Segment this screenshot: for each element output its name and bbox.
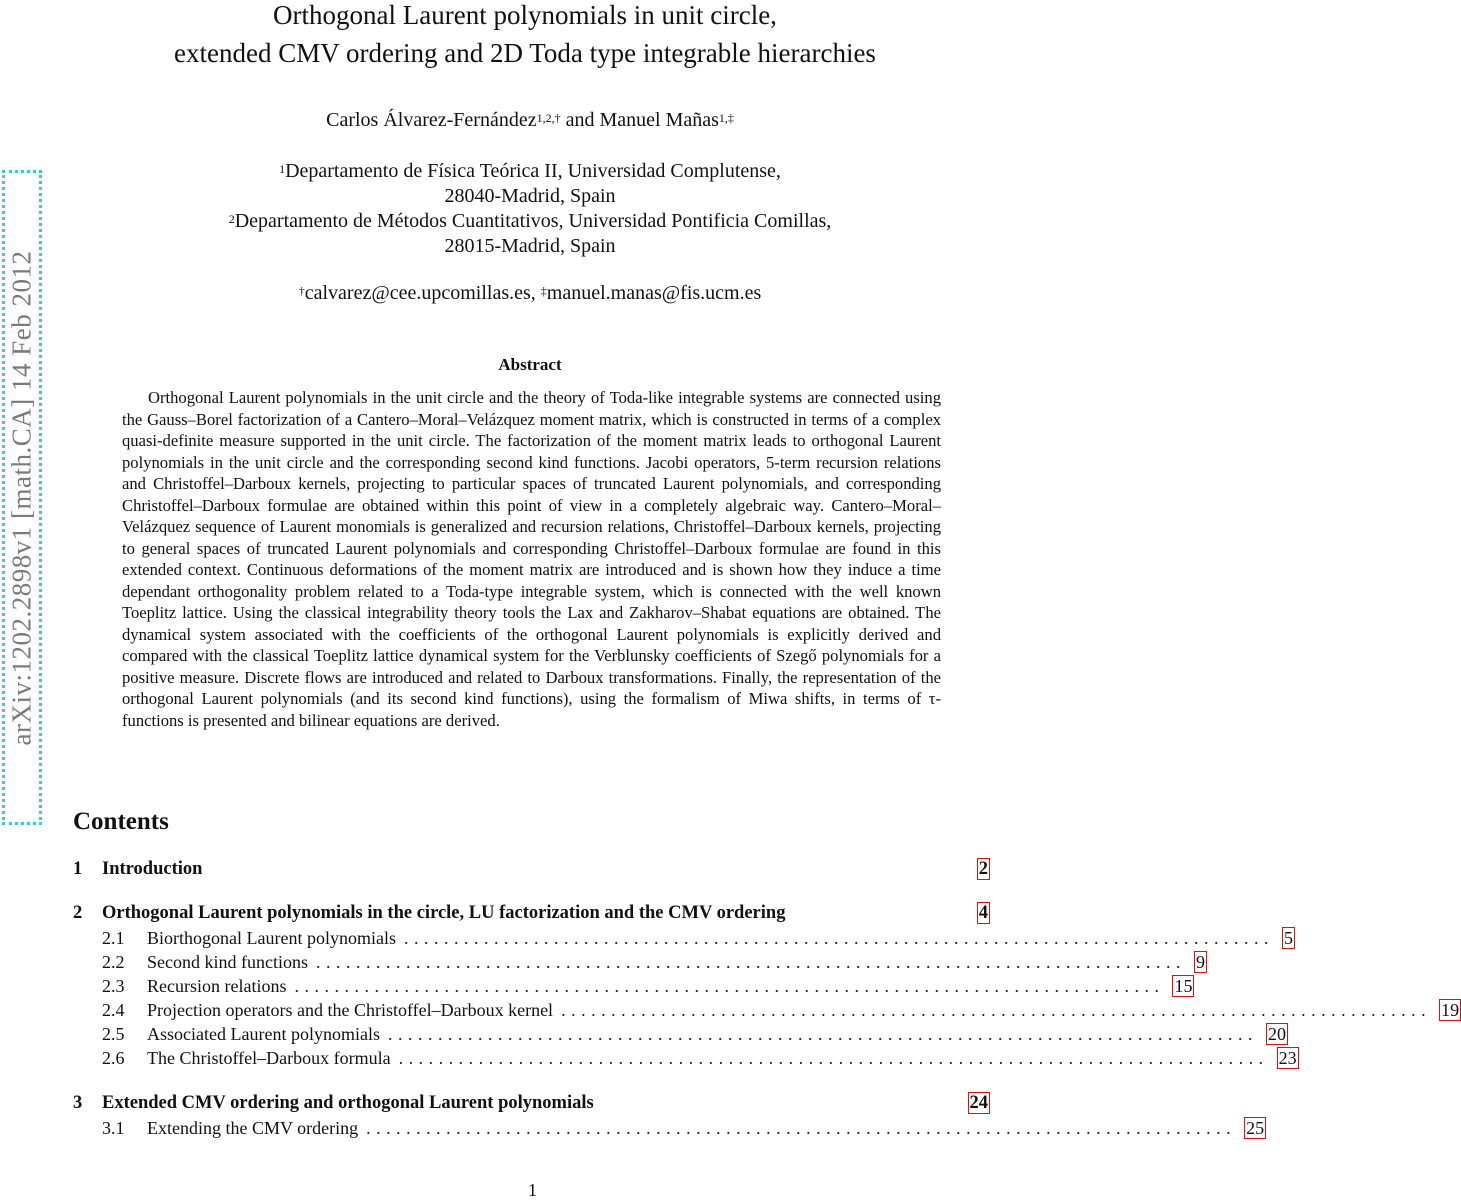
affiliation-1-line-1: Departamento de Física Teórica II, Universidad Complutense,	[285, 160, 781, 182]
email-1[interactable]: calvarez@cee.upcomillas.es	[304, 282, 531, 304]
toc-entry[interactable]	[73, 998, 1460, 1022]
toc-entry[interactable]	[73, 1116, 1265, 1140]
toc-entry[interactable]	[73, 1046, 1297, 1070]
toc-title: Orthogonal Laurent polynomials in the circle, LU factorization and the CMV ordering	[102, 903, 786, 923]
toc-title: Projection operators and the Christoffel–Darboux kernel	[147, 1000, 554, 1020]
affiliation-1-line-2: 28040-Madrid, Spain	[444, 185, 616, 207]
toc-number: 2.6	[102, 1048, 125, 1068]
toc-page-link[interactable]: 23	[1278, 1048, 1297, 1068]
affiliation-2-line-2: 28015-Madrid, Spain	[444, 235, 616, 257]
email-2[interactable]: manuel.manas@fis.ucm.es	[546, 282, 762, 304]
email-2-mark: ‡	[540, 284, 547, 298]
toc-number: 2.4	[102, 1000, 125, 1020]
toc-number: 1	[73, 859, 83, 879]
toc-leader-dots: .......................................................................................	[398, 1048, 1269, 1068]
author-1-marks: 1,2,†	[536, 111, 561, 125]
toc-entry[interactable]	[73, 1022, 1286, 1046]
toc-number: 2	[73, 903, 83, 923]
affiliation-1	[60, 159, 1000, 209]
author-1: Carlos Álvarez-Fernández	[326, 109, 537, 131]
author-joiner: and	[560, 109, 600, 131]
abstract-text: Orthogonal Laurent polynomials in the unit circle and the theory of Toda-like integrable systems are connected using the Gauss–Borel factorization of a Cantero–Moral–Velázquez moment matrix, which is constructed in terms of a complex quasi-definite measure supported in the unit circle. The factorization of the moment matrix leads to orthogonal Laurent polynomials in the unit circle and the corresponding second kind functions. Jacobi operators, 5-term recursion relations and Christoffel–Darboux kernels, projecting to particular spaces of truncated Laurent polynomials, and corresponding Christoffel–Darboux formulae are obtained within this point of view in a completely algebraic way. Cantero–Moral–Velázquez sequence of Laurent monomials is generalized and recursion relations, Christoffel–Darboux kernels, projecting to general spaces of truncated Laurent polynomials and corresponding Christoffel–Darboux formulae are found in this extended context. Continuous deformations of the moment matrix are introduced and is shown how they induce a time dependant orthogonality problem related to a Toda-type integrable system, which is connected with the well known Toeplitz lattice. Using the classical integrability theory tools the Lax and Zakharov–Shabat equations are obtained. The dynamical system associated with the coefficients of the orthogonal Laurent polynomials is explicitly derived and compared with the classical Toeplitz lattice dynamical system for the Verblunsky coefficients of Szegő polynomials for a positive measure. Discrete flows are introduced and related to Darboux transformations. Finally, the representation of the orthogonal Laurent polynomials (and its second kind functions), using the formalism of Miwa shifts, in terms of τ-functions is presented and bilinear equations are derived.	[122, 388, 941, 730]
author-line	[60, 108, 1000, 133]
email-separator: ,	[530, 282, 541, 304]
toc-page-link[interactable]: 4	[978, 903, 988, 923]
abstract-heading: Abstract	[498, 355, 562, 374]
toc-page-link[interactable]: 9	[1195, 952, 1205, 972]
email-line	[60, 281, 1000, 306]
affiliation-2-line-1: Departamento de Métodos Cuantitativos, Universidad Pontificia Comillas,	[234, 210, 832, 232]
toc-number: 3	[73, 1093, 83, 1113]
toc-leader-dots: .......................................................................................	[366, 1118, 1237, 1138]
toc-title: Biorthogonal Laurent polynomials	[147, 928, 396, 948]
author-2-marks: 1,‡	[718, 111, 734, 125]
paper-title	[60, 0, 990, 72]
toc-leader-dots: .......................................................................................	[561, 1000, 1432, 1020]
toc-number: 2.1	[102, 928, 125, 948]
affiliation-2-mark: 2	[228, 212, 235, 226]
toc-leader-dots: .......................................................................................	[403, 928, 1274, 948]
toc-title: Extending the CMV ordering	[147, 1118, 359, 1138]
toc-title: Introduction	[102, 859, 203, 879]
toc-page-link[interactable]: 15	[1174, 976, 1193, 996]
title-line-2: extended CMV ordering and 2D Toda type integrable hierarchies	[174, 38, 876, 68]
toc-page-link[interactable]: 24	[969, 1093, 988, 1113]
toc-page-link[interactable]: 20	[1267, 1024, 1286, 1044]
toc-leader-dots: .......................................................................................	[315, 952, 1186, 972]
toc-leader-dots: .......................................................................................	[294, 976, 1165, 996]
toc-number: 3.1	[102, 1118, 125, 1138]
email-1-mark: †	[298, 284, 305, 298]
arxiv-identifier[interactable]: arXiv:1202.2898v1 [math.CA] 14 Feb 2012	[6, 250, 37, 745]
toc-page-link[interactable]: 2	[978, 859, 988, 879]
affiliation-1-mark: 1	[279, 162, 286, 176]
toc-number: 2.5	[102, 1024, 125, 1044]
page-number: 1	[528, 1180, 537, 1200]
contents-heading: Contents	[73, 808, 169, 835]
affiliation-2	[60, 209, 1000, 259]
toc-entry[interactable]	[73, 950, 1205, 974]
toc-title: Extended CMV ordering and orthogonal Laurent polynomials	[102, 1093, 594, 1113]
toc-page-link[interactable]: 5	[1283, 928, 1293, 948]
toc-title: Recursion relations	[147, 976, 287, 996]
toc-entry[interactable]	[73, 926, 1293, 950]
author-2: Manuel Mañas	[599, 109, 719, 131]
toc-number: 2.3	[102, 976, 125, 996]
toc-entry[interactable]	[73, 857, 990, 881]
toc-title: Second kind functions	[147, 952, 308, 972]
toc-entry[interactable]	[73, 901, 990, 925]
toc-leader-dots: .......................................................................................	[387, 1024, 1258, 1044]
toc-page-link[interactable]: 25	[1246, 1118, 1265, 1138]
title-line-1: Orthogonal Laurent polynomials in unit circle,	[273, 0, 777, 30]
toc-title: Associated Laurent polynomials	[147, 1024, 380, 1044]
arxiv-stamp	[2, 170, 42, 825]
toc-entry[interactable]	[73, 1091, 990, 1115]
toc-page-link[interactable]: 19	[1441, 1000, 1460, 1020]
toc-title: The Christoffel–Darboux formula	[147, 1048, 391, 1068]
toc-number: 2.2	[102, 952, 125, 972]
toc-entry[interactable]	[73, 974, 1193, 998]
